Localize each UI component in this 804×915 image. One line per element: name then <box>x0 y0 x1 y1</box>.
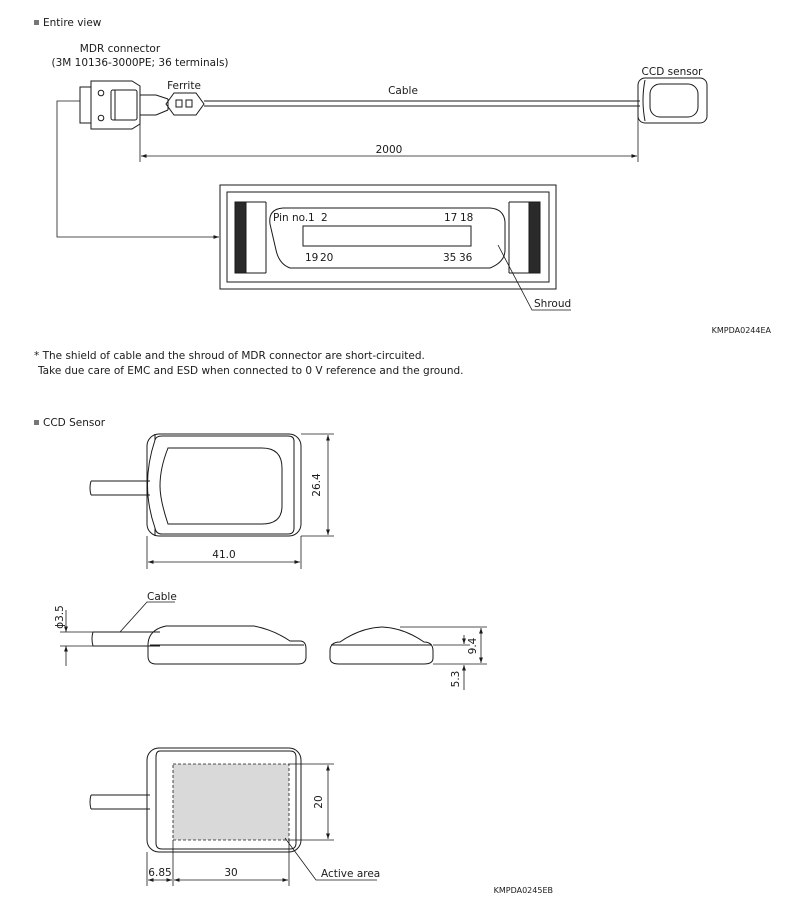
active-area <box>173 764 289 840</box>
pin-18-label: 18 <box>460 212 474 224</box>
active-height-dim: 20 <box>313 795 325 809</box>
pin-20-label: 20 <box>320 252 334 264</box>
entire-view-title: Entire view <box>43 17 102 29</box>
total-thickness-dim: 9.4 <box>467 637 479 655</box>
length-value: 2000 <box>375 144 403 156</box>
connector-leader <box>57 101 219 237</box>
figure-code-2: KMPDA0245EB <box>493 886 553 895</box>
end-view-dimensions <box>400 627 487 690</box>
ccd-sensor-title: CCD Sensor <box>43 417 106 429</box>
connector-pin-face <box>220 185 556 289</box>
pin-19-label: 19 <box>305 252 319 264</box>
pin-35-label: 35 <box>443 252 457 264</box>
cable-label: Cable <box>388 85 418 97</box>
cable-label-side: Cable <box>147 591 177 603</box>
shroud-label: Shroud <box>534 298 572 310</box>
top-view-dimensions <box>147 434 334 569</box>
ferrite-label: Ferrite <box>167 80 201 92</box>
pin-2-label: 2 <box>321 212 328 224</box>
base-thickness-dim: 5.3 <box>450 670 462 688</box>
note-line-1: * The shield of cable and the shroud of MDR connector are short-circuited. <box>34 350 425 362</box>
mdr-connector <box>80 81 168 129</box>
figure-code-1: KMPDA0244EA <box>711 326 771 335</box>
pin-17-label: 17 <box>444 212 458 224</box>
cable-line <box>204 101 640 106</box>
sensor-end-view <box>330 627 433 664</box>
height-dim: 26.4 <box>311 473 323 497</box>
sensor-side-view <box>92 626 306 664</box>
mdr-spec-label: (3M 10136-3000PE; 36 terminals) <box>51 57 229 69</box>
active-area-label: Active area <box>321 868 381 880</box>
ccd-sensor-label: CCD sensor <box>641 66 703 78</box>
width-dim: 41.0 <box>212 549 236 561</box>
pin-36-label: 36 <box>459 252 473 264</box>
active-width-dim: 30 <box>224 867 238 879</box>
note-line-2: Take due care of EMC and ESD when connected to 0 V reference and the ground. <box>38 365 464 377</box>
cable-diameter-dim: ϕ3.5 <box>54 605 66 629</box>
ferrite-core <box>166 93 204 115</box>
mdr-connector-label: MDR connector <box>79 43 161 55</box>
pin-no-label: Pin no. <box>273 212 309 224</box>
cable-leader <box>120 602 175 632</box>
section-bullet-icon <box>34 420 39 425</box>
offset-dim: 6.85 <box>148 867 172 879</box>
pin-1-label: 1 <box>308 212 315 224</box>
ccd-sensor-small <box>638 78 707 123</box>
section-bullet-icon <box>34 20 39 25</box>
sensor-top-view <box>90 434 301 536</box>
